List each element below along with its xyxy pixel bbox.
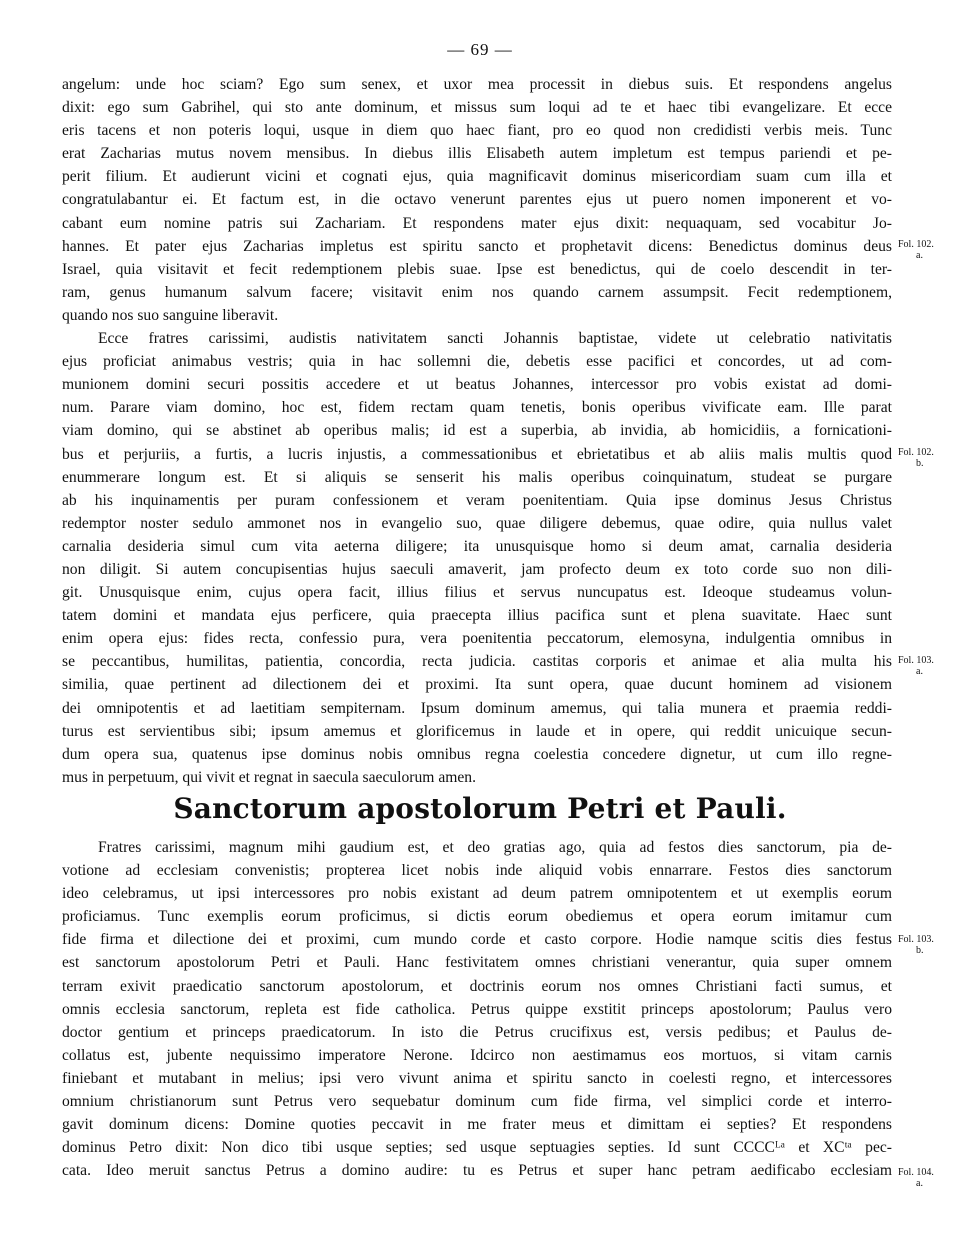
text-line: est sanctorum apostolorum Petri et Pauli. Hanc festivitatem omnes christiani venerantur, quia super omnem	[62, 954, 892, 972]
section-1-text	[62, 73, 892, 789]
text-line: git. Unusquisque enim, cujus opera facit, illius filius et servus nuncupatus est. Ideoque studeamus volun-	[62, 584, 892, 602]
section-2-text	[62, 836, 892, 1182]
text-line: hannes. Et pater ejus Zacharias impletus est spiritu sancto et prophetavit dicens: Benedictus dominus deus	[62, 237, 892, 255]
text-line: ideo celebramus, ut ipsi intercessores pro nobis existant ad deum patrem omnipotentem et ut exemplis eorum	[62, 885, 892, 903]
page-number: — 69 —	[447, 40, 513, 59]
margin-note-side: b.	[916, 945, 924, 956]
text-line: Israel, quia visitavit et fecit redemptionem plebis suae. Ipse est benedictus, qui de coelo descendit in ter-	[62, 260, 892, 278]
text-line: dum opera sua, quatenus ipse dominus nobis omnibus regna coelestia concedere dignetur, ut cum illo regne-	[62, 745, 892, 763]
text-line: doctor gentium et princeps praedicatorum. In isto die Petrus crucifixus est, versis pedibus; et Paulus de-	[62, 1023, 892, 1041]
text-line: Ecce fratres carissimi, audistis nativitatem sancti Johannis baptistae, videte ut celebratio nativitatis	[98, 330, 892, 348]
margin-note-folio: Fol. 103.	[898, 934, 934, 945]
margin-note-side: a.	[916, 666, 923, 677]
text-line: tatem domini et mandata ejus perficere, quia praecepta illius pacifica sunt et plena suavitate. Haec sunt	[62, 607, 892, 625]
margin-note-fol-102a	[898, 239, 934, 261]
text-line: ab his inquinamentis per puram confessionem et veram poenitentiam. Quia ipse dominus Jesus Christus	[62, 491, 892, 509]
text-line: bus et perjuriis, a furtis, a lucris injustis, a commessationibus et ebrietatibus et ab aliis malis multis quod	[62, 445, 892, 463]
text-line: angelum: unde hoc sciam? Ego sum senex, et uxor mea processit in diebus suis. Et respondens angelus	[62, 76, 892, 93]
text-line: ram, genus humanum salvum facere; visitavit enim nos quando carnem assumpsit. Fecit redemptionem,	[62, 283, 892, 301]
text-line: se peccantibus, humilitas, patientia, concordia, recta judicia. castitas corporis et animae et alia multa his	[62, 653, 892, 671]
margin-note-fol-104a	[898, 1167, 934, 1189]
text-line: congratulabantur ei. Et factum est, in die octavo venerunt parentes ejus ut puero nomen imponerent et vo-	[62, 191, 892, 209]
text-line: non diligit. Si autem concupisentias hujus saeculi amaverit, jam profecto deum ex toto corde suo non dili-	[62, 560, 892, 578]
text-line: Fratres carissimi, magnum mihi gaudium est, et deo gratias ago, quia ad festos dies sanctorum, pia de-	[98, 839, 892, 856]
text-line: enummerare longum est. Et si aliquis se senserit his malis operibus coinquinatum, studeat se purgare	[62, 468, 892, 486]
text-line: votione ad ecclesiam convenistis; propterea licet nobis inde aliquid vobis ennarrare. Festos dies sanctorum	[62, 862, 892, 880]
text-line: fide firma et dilectione dei et proximi, cum mundo corde et casto corpore. Hodie namque scitis dies festus	[62, 931, 892, 949]
margin-note-side: a.	[916, 1178, 923, 1189]
text-line: cabant eum nomine patris sui Zachariam. Et respondens mater ejus dixit: nequaquam, sed vocabitur Jo-	[62, 214, 892, 232]
margin-note-fol-103b	[898, 934, 934, 956]
margin-note-fol-102b	[898, 447, 934, 469]
text-line: omnium christianorum sunt Petrus vero sequebatur dominum cum fide firma, vel simplici corde et interro-	[62, 1093, 892, 1111]
text-line: redemptor noster sedulo ammonet nos in evangelio suo, quae diligere debemus, quae odire, quia nullus valet	[62, 514, 892, 532]
text-line: cata. Ideo meruit sanctus Petrus a domino audire: tu es Petrus et super hanc petram aedificabo ecclesiam	[62, 1162, 892, 1180]
text-line: collatus est, jubente nequissimo imperatore Nerone. Idcirco non aestimamus eos mortuos, si vitam carnis	[62, 1046, 892, 1064]
margin-note-folio: Fol. 102.	[898, 239, 934, 250]
text-line: dei omnipotentis et ad laetitiam sempiternam. Ipsum dominum amemus, qui talia munera et praemia reddi-	[62, 699, 892, 717]
text-line: finiebant et mutabant in melius; ipsi vero vivunt anima et spiritu sancto in coelesti regno, et intercessores	[62, 1069, 892, 1087]
text-line: gavit dominum dicens: Domine quoties peccavit in me frater meus et dimittam ei septies? Et respondens	[62, 1116, 892, 1134]
text-line: perit filium. Et audierunt vicini et cognati ejus, quia magnificavit dominus misericordiam suam cum illa et	[62, 168, 892, 186]
margin-note-side: b.	[916, 458, 924, 469]
text-line: dominus Petro dixit: Non dico tibi usque septies; sed usque septuagies septies. Id sunt CCCCᴸᵃ et XCᵗᵃ pec-	[62, 1139, 892, 1157]
text-line: dixit: ego sum Gabrihel, qui sto ante dominum, et missus sum loqui ad te et haec tibi evangelizare. Et ecce	[62, 99, 892, 117]
text-line: eris tacens et non poteris loqui, usque in diem quo haec fiant, pro eo quod non credidisti verbis meis. Tunc	[62, 122, 892, 140]
text-line: mus in perpetuum, qui vivit et regnat in saecula saeculorum amen.	[62, 768, 476, 786]
text-line: similia, quae pertinent ad dilectionem dei et proximi. Ita sunt opera, quae ducunt hominem ad visionem	[62, 676, 892, 694]
section-heading: Sanctorum apostolorum Petri et Pauli.	[173, 792, 787, 825]
text-line: turus est servientibus sibi; ipsum amemus et glorificemus in laude et in opere, qui reddit unicuique secun-	[62, 722, 892, 740]
text-line: ejus proficiat animabus vestris; quia in hac sollemni die, debetis esse pacifici et concordes, ut ad com-	[62, 353, 892, 371]
text-line: carnalia desideria simul cum vita aeterna diligere; ita unusquisque homo si deum amat, carnalia desideria	[62, 537, 892, 555]
text-line: quando nos suo sanguine liberavit.	[62, 306, 279, 324]
margin-note-side: a.	[916, 250, 923, 261]
text-line: proficiamus. Tunc exemplis eorum proficimus, si dictis eorum obediemus et opera eorum imitamur cum	[62, 908, 892, 926]
margin-note-fol-103a	[898, 655, 934, 677]
text-line: omnis ecclesia sanctorum, repleta est fide catholica. Petrus quippe exstitit princeps apostolorum; Paulus vero	[62, 1000, 892, 1018]
text-line: erat Zacharias mutus novem mensibus. In diebus illis Elisabeth autem impletum est tempus pariendi et pe-	[62, 145, 892, 163]
margin-note-folio: Fol. 103.	[898, 655, 934, 666]
text-line: viam domino, qui se abstinet ab operibus malis; id est a superbia, ab invidia, ab homicidiis, a fornicationi-	[62, 422, 892, 440]
text-line: num. Parare viam domino, hoc est, fidem rectam quam tenetis, bonis operibus vivificate eam. Ille parat	[62, 399, 892, 417]
text-line: munionem domini securi possitis accedere et ut beatus Johannes, intercessor pro vobis existat ad domi-	[62, 376, 892, 394]
text-line: terram exivit praedicatio sanctorum apostolorum, et doctrinis eorum nos omnes Christiani facti sumus, et	[62, 977, 892, 995]
margin-note-folio: Fol. 102.	[898, 447, 934, 458]
text-line: enim opera ejus: fides recta, confessio pura, vera poenitentia peccatorum, elemosyna, indulgentia omnibus in	[62, 630, 892, 648]
margin-note-folio: Fol. 104.	[898, 1167, 934, 1178]
